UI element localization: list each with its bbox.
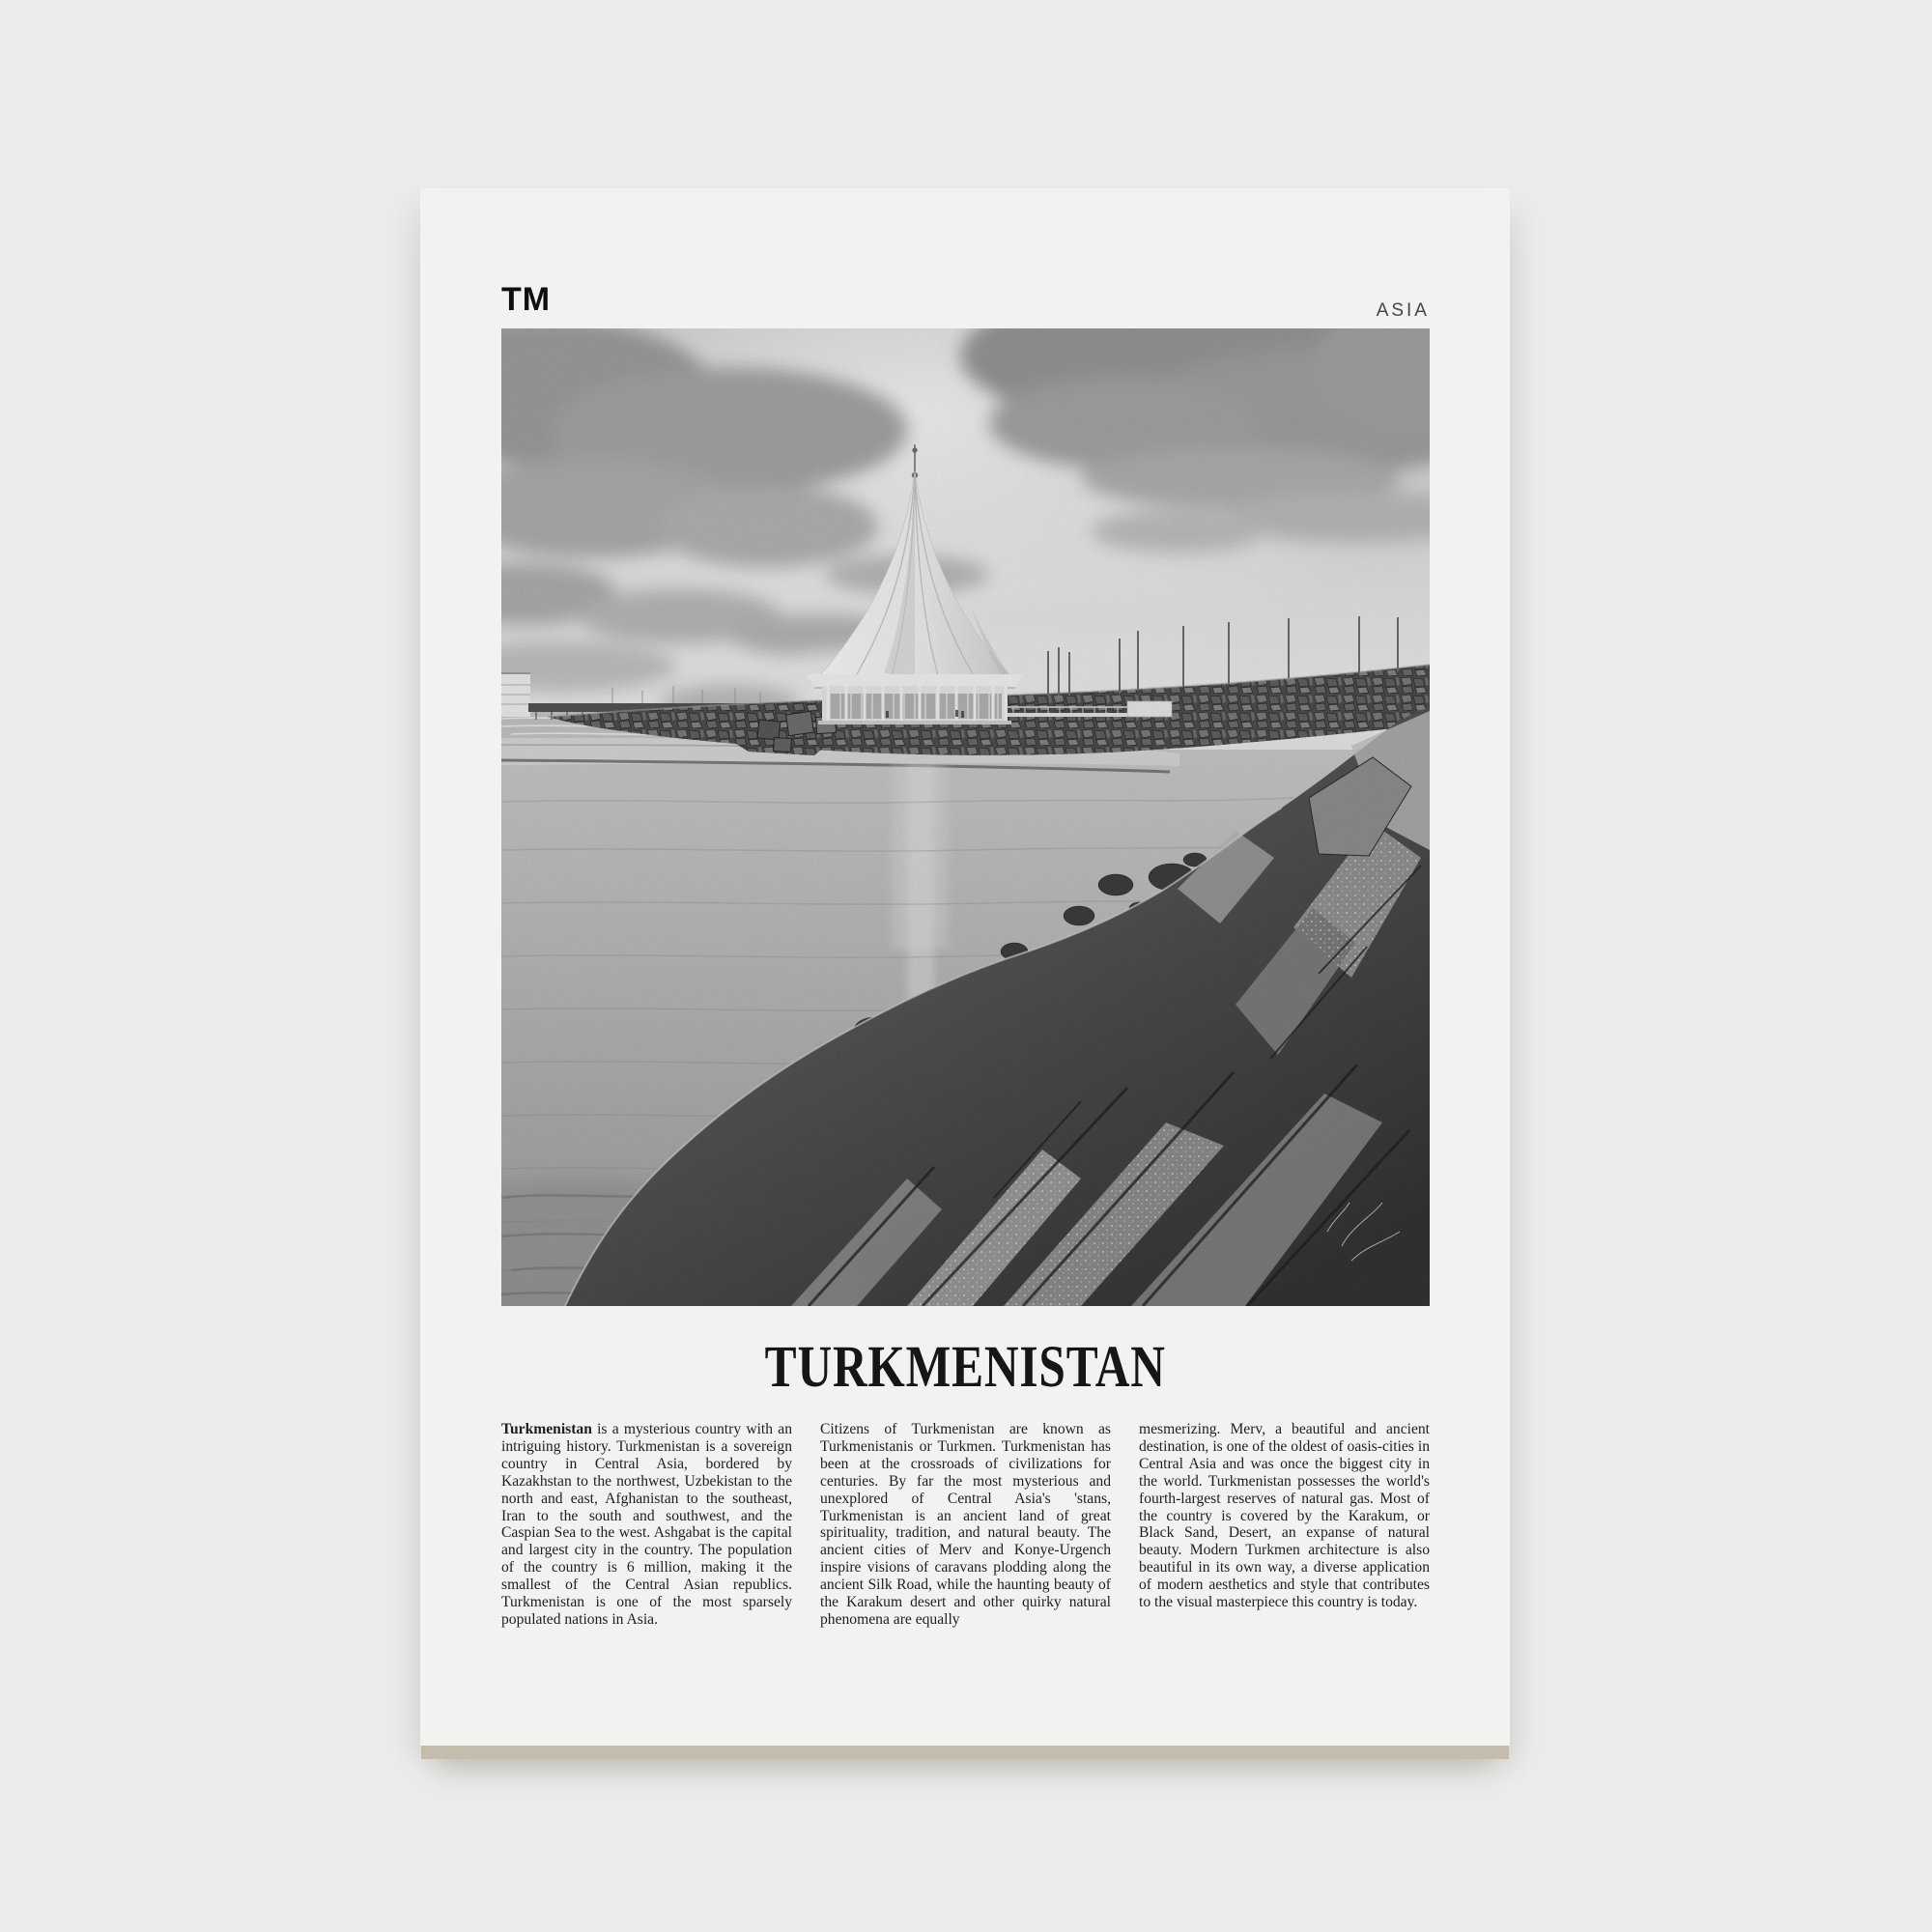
film-grain-overlay [501, 328, 1430, 1306]
column-text: Citizens of Turkmenistan are known as Turkmenistanis or Turkmen. Turkmenistan has been at the crossroads of civilizations for centuries. By far the most mysterious and unexplored of Central Asia's 'stans, Turkmenistan is an ancient land of great spirituality, tradition, and natural beauty. The ancient cities of Merv and Konye-Urgench inspire visions of caravans plodding along the ancient Silk Road, while the haunting beauty of the Karakum desert and other quirky natural phenomena are equally [820, 1421, 1111, 1628]
region-label: ASIA [1376, 300, 1430, 321]
lead-word: Turkmenistan [501, 1421, 592, 1437]
article-columns [501, 1421, 1430, 1629]
article-column-3 [1139, 1421, 1430, 1629]
article-column-2 [820, 1421, 1111, 1629]
poster-monogram: TM [501, 281, 552, 318]
column-text: mesmerizing. Merv, a beautiful and ancient destination, is one of the oldest of oasis-cities in Central Asia and was once the biggest city in the world. Turkmenistan possesses the world's fourth-largest reserves of natural gas. Most of the country is covered by the Karakum, or Black Sand, Desert, an expanse of natural beauty. Modern Turkmen architecture is also beautiful in its own way, a diverse application of modern aesthetics and style that contributes to the visual masterpiece this country is today. [1139, 1421, 1430, 1611]
travel-poster [420, 188, 1510, 1746]
hero-photo [501, 328, 1430, 1306]
seaside-pavilion-photo [501, 328, 1430, 1306]
column-text: is a mysterious country with an intriguing history. Turkmenistan is a sovereign country in Central Asia, bordered by Kazakhstan to the northwest, Uzbekistan to the north and east, Afghanistan to the southeast, Iran to the south and southwest, and the Caspian Sea to the west. Ashgabat is the capital and largest city in the country. The population of the country is 6 million, making it the smallest of the Central Asian republics. Turkmenistan is one of the most sparsely populated nations in Asia. [501, 1421, 792, 1628]
article-column-1 [501, 1421, 792, 1629]
poster-title-row [420, 1335, 1510, 1400]
poster-title: TURKMENISTAN [764, 1335, 1166, 1400]
